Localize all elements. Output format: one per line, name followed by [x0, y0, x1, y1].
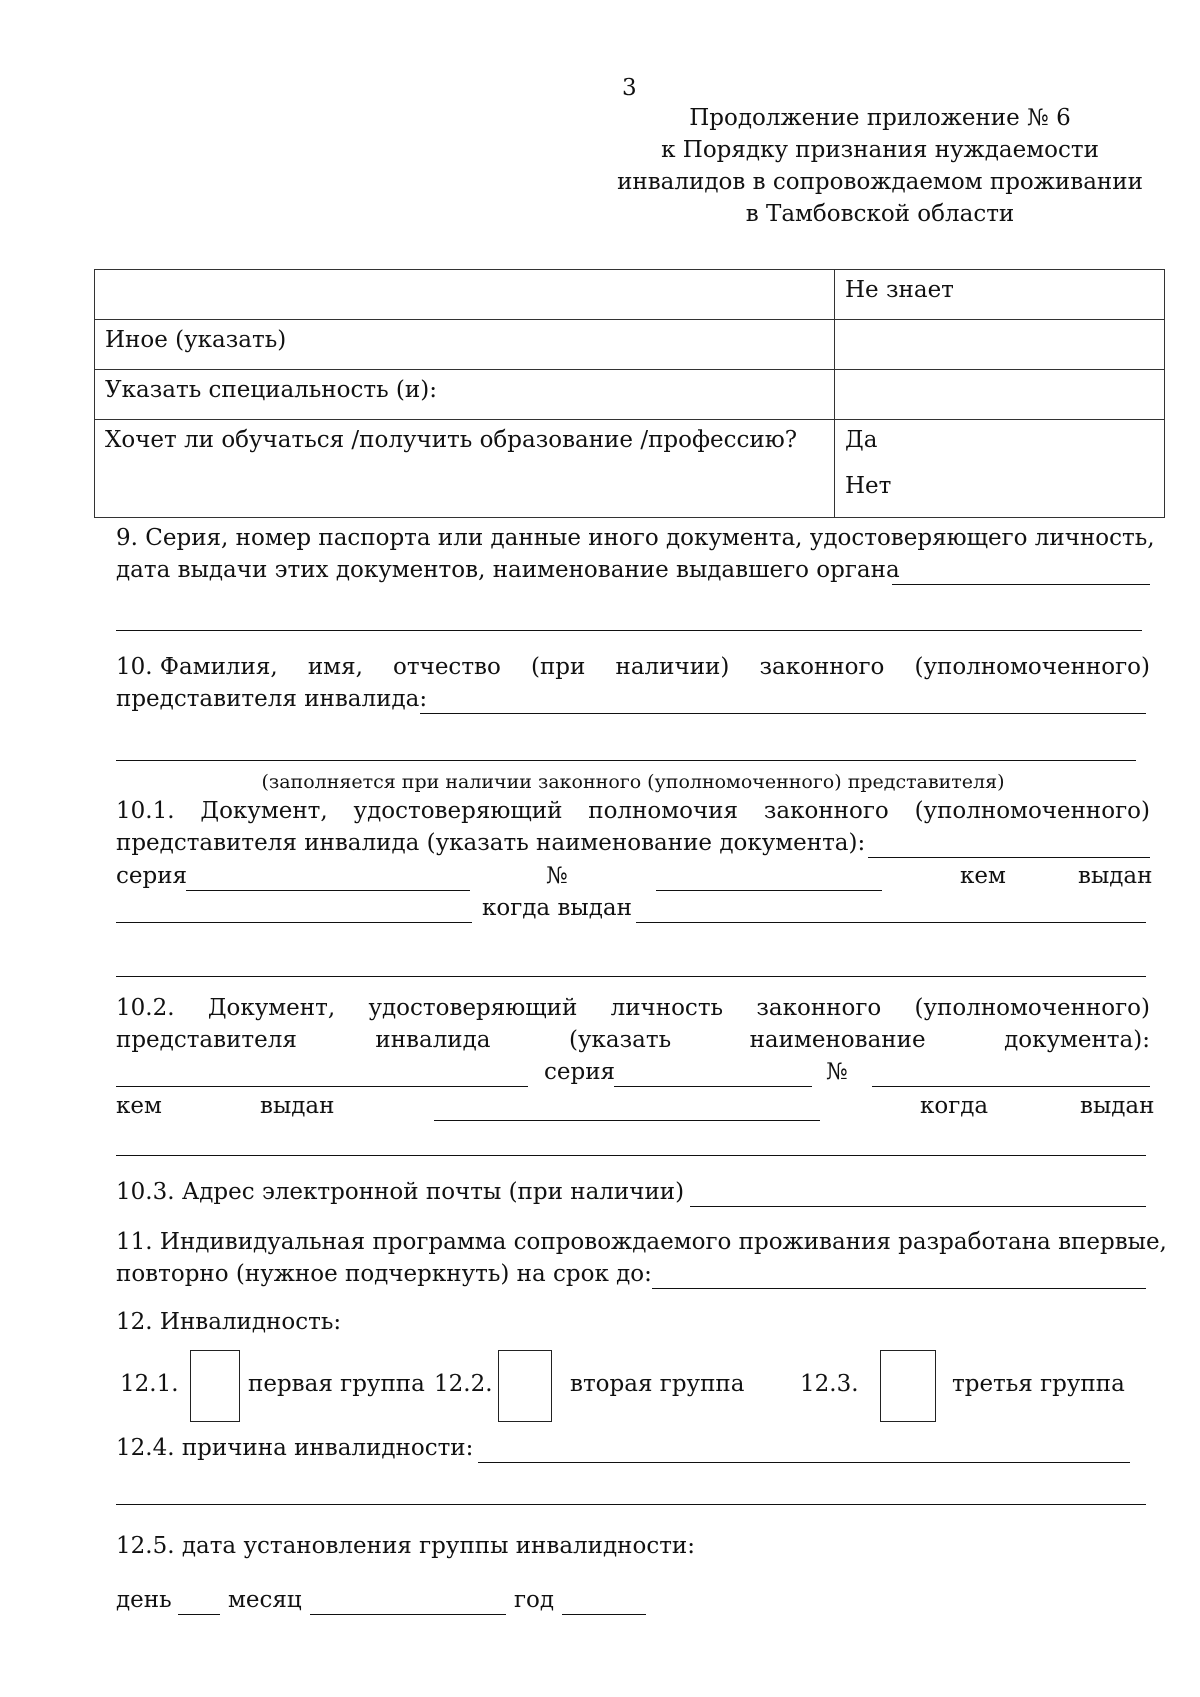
s10-2-num-blank[interactable]	[872, 1086, 1150, 1087]
s10-2-word: представителя	[116, 1027, 297, 1053]
s10-2-word: инвалида	[375, 1027, 491, 1053]
option-no[interactable]: Нет	[845, 473, 892, 499]
table-row	[95, 370, 1165, 420]
s10-2-doc-blank[interactable]	[116, 1086, 528, 1087]
s10-word: законного	[759, 654, 885, 680]
s10-word: 10. Фамилия,	[116, 654, 278, 680]
s10-2-issuer-blank[interactable]	[434, 1120, 820, 1121]
s10-word: отчество	[393, 654, 501, 680]
s11-term-blank[interactable]	[652, 1288, 1146, 1289]
education-table	[94, 269, 1165, 518]
table-cell-right[interactable]	[835, 320, 1165, 370]
table-row	[95, 270, 1165, 320]
s12-5-day-blank[interactable]	[178, 1614, 220, 1615]
s10-1-num-blank[interactable]	[656, 890, 882, 891]
s10-2-word: законного	[756, 995, 882, 1021]
s10-word: (при	[531, 654, 586, 680]
s10-line-1	[116, 651, 1150, 683]
s12-4-label: 12.4. причина инвалидности:	[116, 1435, 474, 1461]
s10-1-word: полномочия	[588, 798, 738, 824]
table-cell-left: Хочет ли обучаться /получить образование /профессию?	[95, 420, 835, 518]
header-line-3: инвалидов в сопровождаемом проживании	[617, 169, 1143, 195]
s10-1-blank-extra[interactable]	[116, 976, 1146, 977]
s10-1-issuer-blank[interactable]	[116, 922, 472, 923]
s10-2-seria-blank[interactable]	[614, 1086, 812, 1087]
s12-2-checkbox[interactable]	[498, 1350, 552, 1422]
s10-2-word: личность	[610, 995, 724, 1021]
s10-blank-1[interactable]	[420, 713, 1146, 714]
s10-1-seria-label: серия	[116, 863, 188, 889]
s10-2-word: удостоверяющий	[368, 995, 578, 1021]
s10-3-label: 10.3. Адрес электронной почты (при наличии)	[116, 1179, 685, 1205]
s12-title: 12. Инвалидность:	[116, 1309, 342, 1335]
s10-1-line-2: представителя инвалида (указать наименование документа):	[116, 830, 866, 856]
table-cell-left	[95, 270, 835, 320]
table-cell-right[interactable]: Не знает	[835, 270, 1165, 320]
s12-3-num: 12.3.	[800, 1371, 859, 1397]
s12-1-label: первая группа	[248, 1371, 425, 1397]
s12-1-checkbox[interactable]	[190, 1350, 240, 1422]
s10-1-seria-blank[interactable]	[186, 890, 470, 891]
s12-1-num: 12.1.	[120, 1371, 179, 1397]
s10-2-vydan2-label: выдан	[1080, 1093, 1155, 1119]
s10-1-word: (уполномоченного)	[914, 798, 1150, 824]
s10-2-blank-extra[interactable]	[116, 1155, 1146, 1156]
s12-3-label: третья группа	[952, 1371, 1125, 1397]
s10-2-line-1	[116, 992, 1150, 1024]
s12-2-label: вторая группа	[570, 1371, 745, 1397]
page-number: 3	[622, 75, 637, 101]
table-row	[95, 320, 1165, 370]
s10-1-word: удостоверяющий	[353, 798, 563, 824]
s10-2-seria-label: серия	[544, 1059, 616, 1085]
header-line-1: Продолжение приложение № 6	[689, 105, 1071, 131]
s10-1-line-1	[116, 795, 1150, 827]
s12-5-month-label: месяц	[228, 1587, 302, 1613]
s12-5-month-blank[interactable]	[310, 1614, 506, 1615]
table-cell-left: Указать специальность (и):	[95, 370, 835, 420]
s10-1-word: 10.1.	[116, 798, 175, 824]
s12-4-blank[interactable]	[478, 1462, 1130, 1463]
s10-2-word: (уполномоченного)	[914, 995, 1150, 1021]
table-row	[95, 420, 1165, 518]
s11-line-2: повторно (нужное подчеркнуть) на срок до:	[116, 1261, 652, 1287]
s9-blank-2[interactable]	[116, 630, 1142, 631]
s11-line-1: 11. Индивидуальная программа сопровождаемого проживания разработана впервые,	[116, 1229, 1167, 1255]
s10-1-when-label: когда выдан	[482, 895, 632, 921]
s10-2-kem-label: кем	[116, 1093, 162, 1119]
s10-line-2: представителя инвалида:	[116, 686, 428, 712]
s10-2-word: (указать	[569, 1027, 672, 1053]
s10-1-kem-label: кем	[960, 863, 1006, 889]
table-cell-right[interactable]	[835, 370, 1165, 420]
s12-3-checkbox[interactable]	[880, 1350, 936, 1422]
header-line-4: в Тамбовской области	[745, 201, 1015, 227]
s9-line-1: 9. Серия, номер паспорта или данные иного документа, удостоверяющего личность,	[116, 525, 1155, 551]
s10-1-word: Документ,	[200, 798, 328, 824]
s10-1-doc-blank[interactable]	[868, 857, 1150, 858]
s12-2-num: 12.2.	[434, 1371, 493, 1397]
s10-note: (заполняется при наличии законного (уполномоченного) представителя)	[261, 771, 1005, 793]
s10-word: (уполномоченного)	[914, 654, 1150, 680]
s12-5-title: 12.5. дата установления группы инвалидности:	[116, 1533, 695, 1559]
option-yes[interactable]: Да	[845, 427, 878, 453]
s9-line-2: дата выдачи этих документов, наименование выдавшего органа	[116, 557, 900, 583]
s10-2-line-2	[116, 1024, 1150, 1056]
s10-1-word: законного	[763, 798, 889, 824]
s10-word: наличии)	[615, 654, 730, 680]
s12-5-year-blank[interactable]	[562, 1614, 646, 1615]
s12-5-day-label: день	[116, 1587, 172, 1613]
s10-2-word: 10.2.	[116, 995, 175, 1021]
s10-blank-2[interactable]	[116, 760, 1136, 761]
s10-2-word: документа):	[1004, 1027, 1150, 1053]
s10-1-vydan-label: выдан	[1078, 863, 1153, 889]
table-cell-right	[835, 420, 1165, 518]
s12-4-blank-extra[interactable]	[116, 1504, 1146, 1505]
header-line-2: к Порядку признания нуждаемости	[661, 137, 1099, 163]
s10-2-word: наименование	[749, 1027, 926, 1053]
s10-1-when-blank[interactable]	[636, 922, 1146, 923]
s10-2-kogda-label: когда	[920, 1093, 989, 1119]
s10-2-word: Документ,	[207, 995, 336, 1021]
s10-3-email-blank[interactable]	[690, 1206, 1146, 1207]
s10-2-num-label: №	[826, 1059, 848, 1085]
table-cell-left: Иное (указать)	[95, 320, 835, 370]
s10-2-vydan-label: выдан	[260, 1093, 335, 1119]
s9-blank-1[interactable]	[892, 584, 1150, 585]
s10-word: имя,	[307, 654, 363, 680]
s10-1-num-label: №	[546, 863, 568, 889]
s12-5-year-label: год	[514, 1587, 555, 1613]
